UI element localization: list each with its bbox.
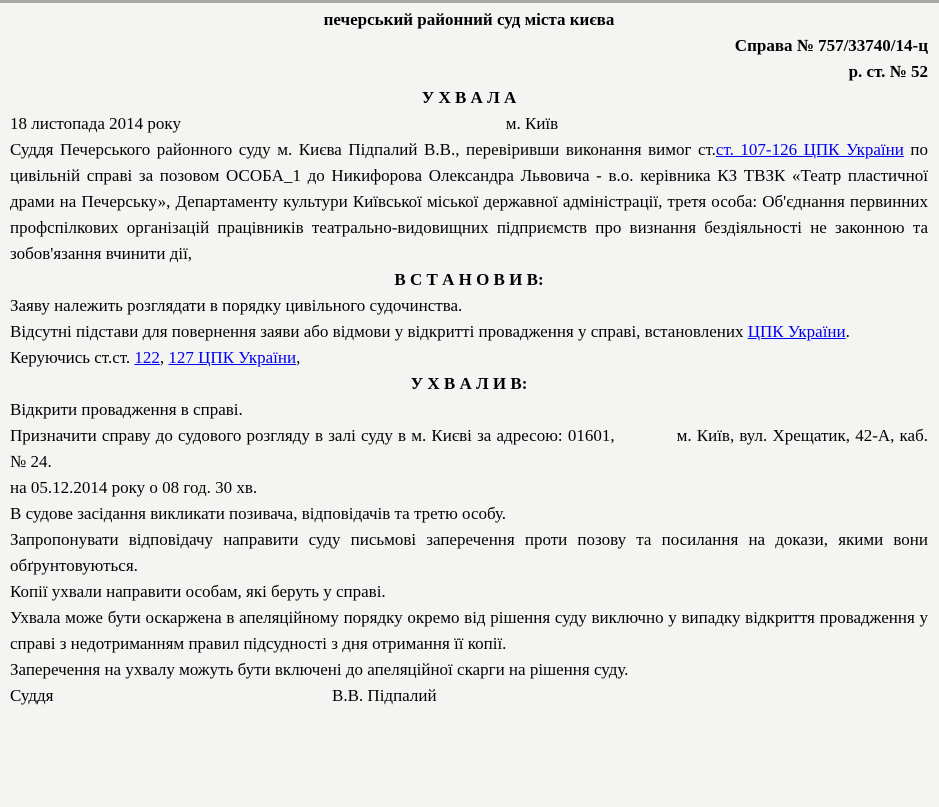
claim-paragraph: Заяву належить розглядати в порядку цивільного судочинства. — [10, 296, 463, 315]
guided-by-text-after: , — [296, 348, 301, 367]
court-name: печерський районний суд міста києва — [323, 10, 615, 29]
article-122-link[interactable]: 122 — [134, 348, 160, 367]
schedule-address-part2: м. Київ, вул. Хрещатик, 42-А, каб. № 24. — [10, 426, 928, 471]
guided-by-separator: , — [159, 348, 169, 367]
judge-name: В.В. Підпалий — [332, 686, 437, 705]
copies-paragraph: Копії ухвали направити особам, які беруть у справі. — [10, 582, 386, 601]
guided-by-text-before: Керуючись ст.ст. — [10, 348, 135, 367]
appeal-objections-paragraph: Заперечення на ухвалу можуть бути включені до апеляційної скарги на рішення суду. — [10, 660, 629, 679]
ruling-date: 18 листопада 2014 року — [10, 114, 181, 133]
appeal-paragraph: Ухвала може бути оскаржена в апеляційному порядку окремо від рішення суду виключно у випадку відкриття провадження у справі з недотриманням правил підсудності з дня отримання її копії. — [10, 608, 928, 653]
schedule-paragraph — [10, 423, 928, 475]
no-grounds-text-after: . — [845, 322, 850, 341]
intro-text-before: Суддя Печерського районного суду м. Києва Підпалий В.В., перевіривши виконання вимог ст. — [10, 140, 716, 159]
registry-stamp: р. ст. № 52 — [848, 62, 928, 81]
ruling-title: У Х В А Л А — [421, 88, 517, 107]
cpk-ukraine-link[interactable]: ЦПК України — [747, 322, 846, 341]
objections-paragraph: Запропонувати відповідачу направити суду письмові заперечення проти позову та посилання на докази, якими вони обґрунтовуються. — [10, 530, 928, 575]
article-127-cpk-link[interactable]: 127 ЦПК України — [168, 348, 297, 367]
date-place-line — [10, 111, 928, 137]
ruling-city: м. Київ — [505, 114, 559, 133]
established-heading: В С Т А Н О В И В: — [394, 270, 544, 289]
no-grounds-text-before: Відсутні підстави для повернення заяви або відмови у відкритті провадження у справі, встановлених — [10, 322, 748, 341]
guided-by-paragraph — [10, 345, 928, 371]
schedule-address-part1: Призначити справу до судового розгляду в залі суду в м. Києві за адресою: 01601, — [10, 426, 615, 445]
signature-line — [10, 683, 928, 709]
summon-paragraph: В судове засідання викликати позивача, відповідачів та третю особу. — [10, 504, 507, 523]
judge-label: Суддя — [10, 686, 54, 705]
cpk-articles-107-126-link[interactable]: ст. 107-126 ЦПК України — [715, 140, 904, 159]
case-number: Справа № 757/33740/14-ц — [734, 36, 928, 55]
hearing-datetime-paragraph: на 05.12.2014 року о 08 год. 30 хв. — [10, 478, 258, 497]
ruled-heading: У Х В А Л И В: — [410, 374, 528, 393]
intro-text-after: по цивільній справі за позовом ОСОБА_1 до Никифорова Олександра Львовича - в.о. керівника КЗ ТВЗК «Театр пластичної драми на Печерську», Департаменту культури Київської міської державної адміністрації, третя особа: Об'єднання первинних профспілкових організацій працівників театрально-видовищних підприємств про визнання бездіяльності не законною та зобов'язання вчинити дії, — [10, 140, 928, 263]
intro-paragraph — [10, 137, 928, 267]
no-grounds-paragraph — [10, 319, 928, 345]
open-proceedings-paragraph: Відкрити провадження в справі. — [10, 400, 243, 419]
